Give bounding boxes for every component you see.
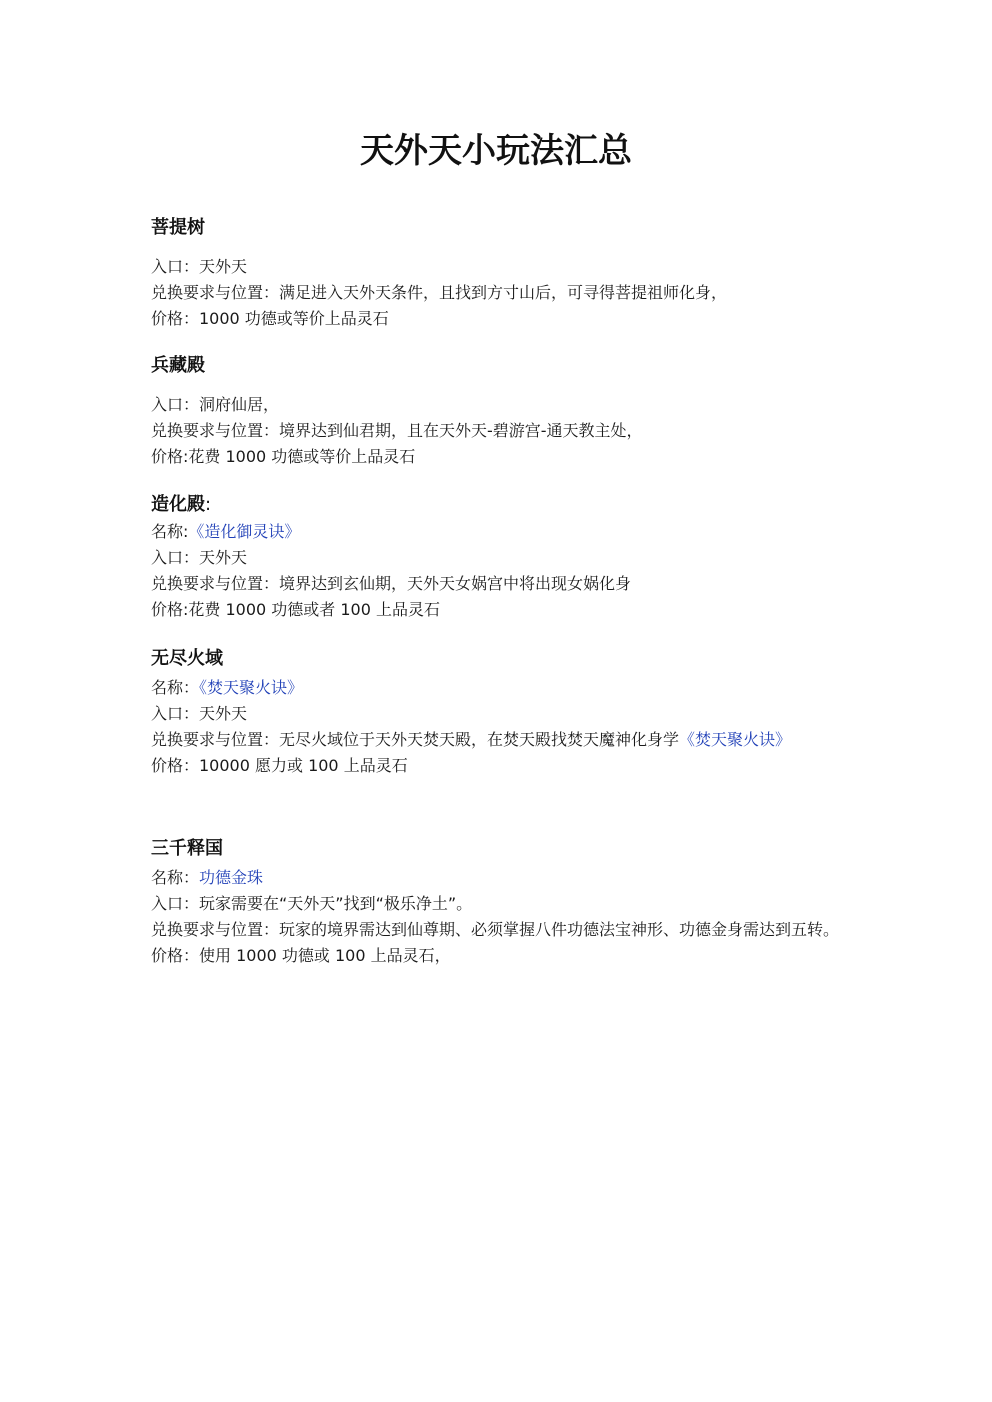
requirement-line: 兑换要求与位置：境界达到仙君期，且在天外天-碧游宫-通天教主处， — [151, 421, 643, 440]
section-three-thousand-realms — [151, 835, 871, 969]
requirement-line: 兑换要求与位置：境界达到玄仙期，天外天女娲宫中将出现女娲化身 — [151, 574, 632, 593]
price-line: 价格:花费 1000 功德或者 100 上品灵石 — [151, 600, 440, 619]
price-line: 价格：使用 1000 功德或 100 上品灵石， — [151, 946, 451, 965]
section-heading-suffix: : — [205, 494, 212, 515]
name-link[interactable]: 《焚天聚火诀》 — [199, 678, 304, 697]
name-link[interactable]: 《造化御灵诀》 — [188, 522, 301, 541]
requirement-line: 兑换要求与位置：满足进入天外天条件，且找到方寸山后，可寻得菩提祖师化身， — [151, 283, 728, 302]
section-endless-fire — [151, 645, 871, 779]
section-bodhi-tree — [151, 214, 871, 332]
section-weapon-hall — [151, 352, 871, 470]
entry-line: 入口：天外天 — [151, 257, 248, 276]
section-heading: 三千释国 — [151, 838, 223, 859]
section-heading-text: 造化殿 — [151, 494, 205, 515]
name-label: 名称: — [151, 522, 189, 541]
section-heading: 无尽火域 — [151, 648, 223, 669]
page-title: 天外天小玩法汇总 — [360, 131, 632, 171]
name-label: 名称： — [151, 678, 200, 697]
requirement-line: 兑换要求与位置：玩家的境界需达到仙尊期、必须掌握八件功德法宝神形、功德金身需达到五转。 — [151, 920, 840, 939]
requirement-link[interactable]: 《焚天聚火诀》 — [679, 730, 792, 749]
section-heading — [151, 491, 871, 519]
name-line — [151, 865, 871, 891]
name-label: 名称： — [151, 868, 200, 887]
name-link[interactable]: 功德金珠 — [199, 868, 264, 887]
price-line: 价格：1000 功德或等价上品灵石 — [151, 309, 389, 328]
entry-line: 入口：天外天 — [151, 548, 248, 567]
entry-line: 入口：洞府仙居， — [151, 395, 280, 414]
entry-line: 入口：天外天 — [151, 704, 248, 723]
name-line — [151, 519, 871, 545]
entry-line: 入口：玩家需要在“天外天”找到“极乐净土”。 — [151, 894, 473, 913]
section-creation-hall — [151, 491, 871, 623]
price-line: 价格：10000 愿力或 100 上品灵石 — [151, 756, 408, 775]
section-heading: 菩提树 — [151, 217, 205, 238]
requirement-line — [151, 727, 871, 753]
price-line: 价格:花费 1000 功德或等价上品灵石 — [151, 447, 416, 466]
name-line — [151, 675, 871, 701]
section-heading: 兵藏殿 — [151, 355, 205, 376]
requirement-text: 兑换要求与位置：无尽火域位于天外天焚天殿，在焚天殿找焚天魔神化身学 — [151, 730, 680, 749]
